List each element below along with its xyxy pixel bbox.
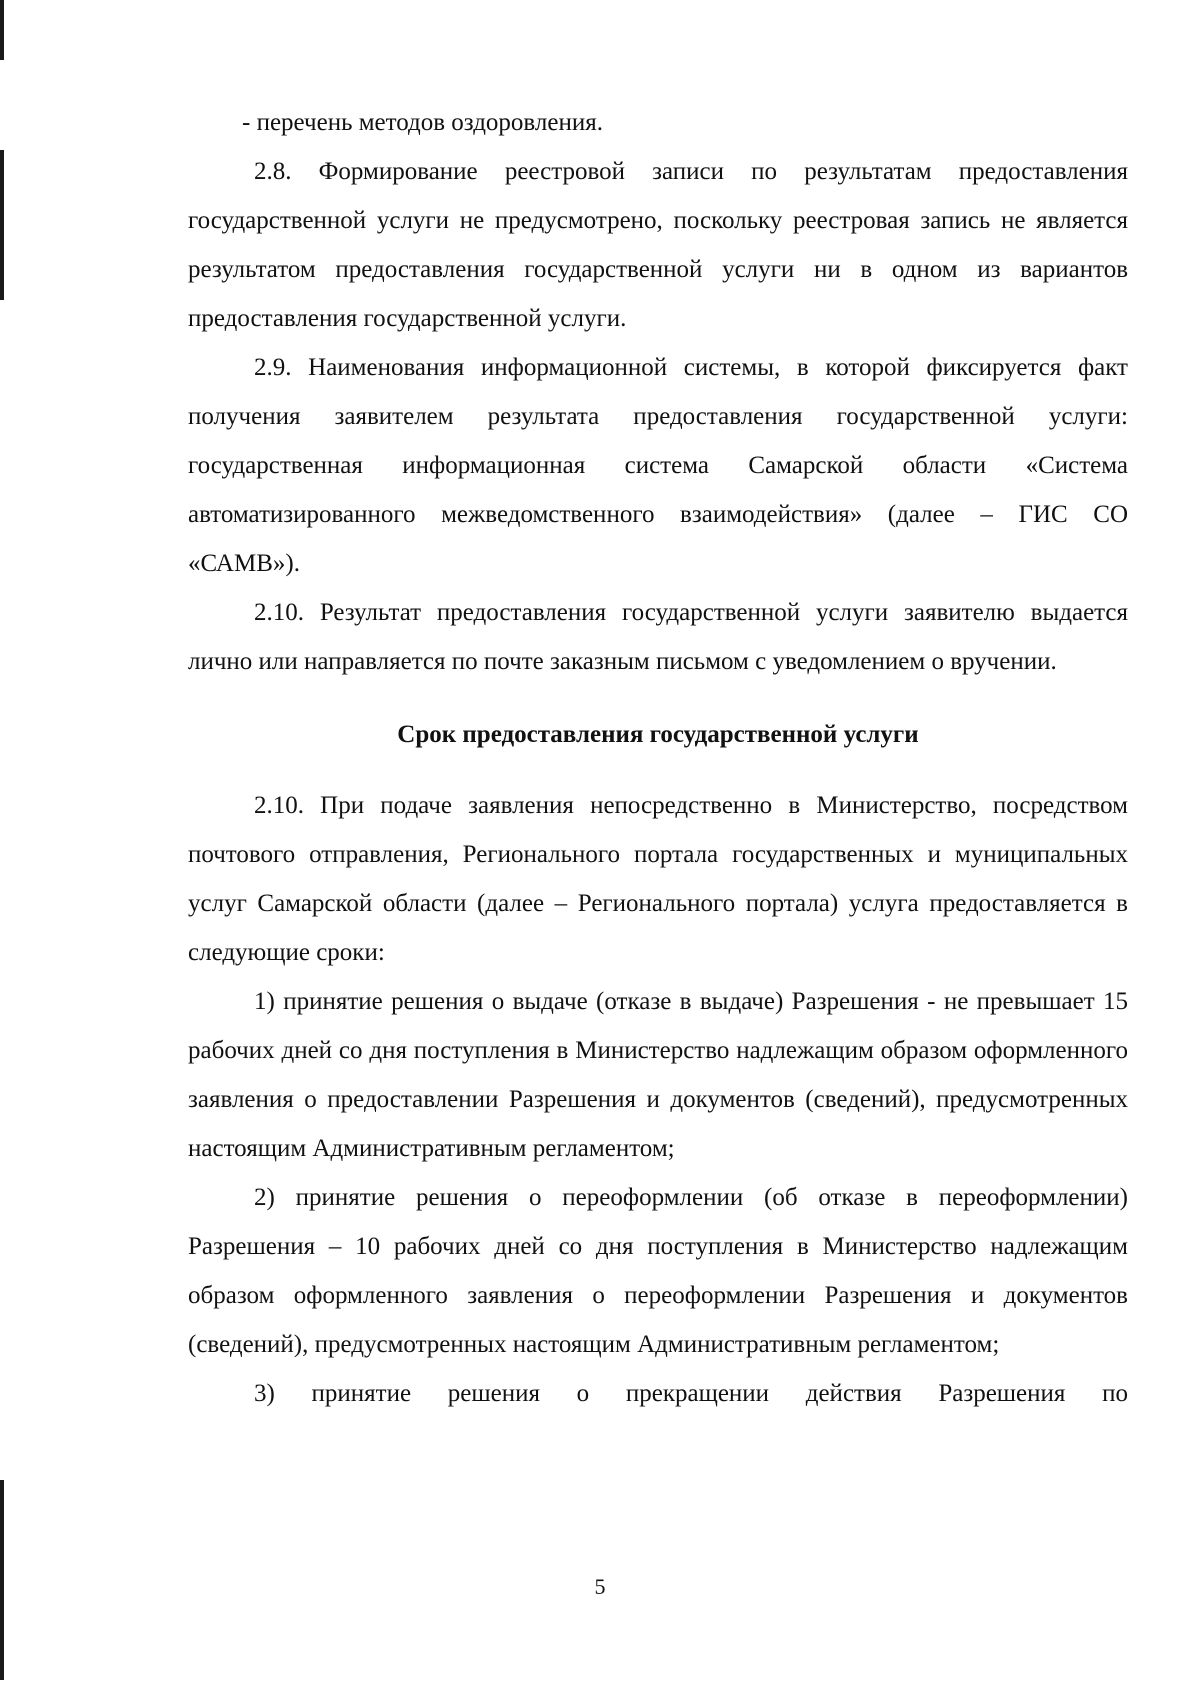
paragraph-term-1: 1) принятие решения о выдаче (отказе в выдаче) Разрешения - не превышает 15 рабочих дней со дня поступления в Министерство надлежащим образом оформленного заявления о предоставлении Разрешения и документов (сведений), предусмотренных настоящим Административным регламентом; — [188, 988, 1128, 1162]
paragraph-2-8: 2.8. Формирование реестровой записи по результатам предоставления государственной услуги не предусмотрено, поскольку реестровая запись не является результатом предоставления государственной услуги ни в одном из вариантов предоставления государственной услуги. — [188, 158, 1128, 332]
page-number: 5 — [594, 1574, 606, 1599]
paragraph-list-item: - перечень методов оздоровления. — [242, 109, 603, 136]
document-body — [188, 98, 1128, 1418]
section-heading: Срок предоставления государственной услуги — [397, 721, 919, 748]
scan-edge-mark — [0, 0, 4, 60]
paragraph-term-3: 3) принятие решения о прекращении действия Разрешения по — [254, 1380, 1128, 1407]
paragraph-term-2: 2) принятие решения о переоформлении (об отказе в переоформлении) Разрешения – 10 рабочих дней со дня поступления в Министерство надлежащим образом оформленного заявления о переоформлении Разрешения и документов (сведений), предусмотренных настоящим Административным регламентом; — [188, 1184, 1128, 1358]
scan-edge-mark — [0, 150, 4, 300]
paragraph-2-10-terms: 2.10. При подаче заявления непосредственно в Министерство, посредством почтового отправления, Регионального портала государственных и муниципальных услуг Самарской области (далее – Регионального портала) услуга предоставляется в следующие сроки: — [188, 792, 1128, 966]
paragraph-2-10-result: 2.10. Результат предоставления государственной услуги заявителю выдается лично или направляется по почте заказным письмом с уведомлением о вручении. — [188, 599, 1128, 675]
paragraph-2-9: 2.9. Наименования информационной системы, в которой фиксируется факт получения заявителем результата предоставления государственной услуги: государственная информационная система Самарской области «Система автоматизированного межведомственного взаимодействия» (далее – ГИС СО «САМВ»). — [188, 354, 1128, 577]
